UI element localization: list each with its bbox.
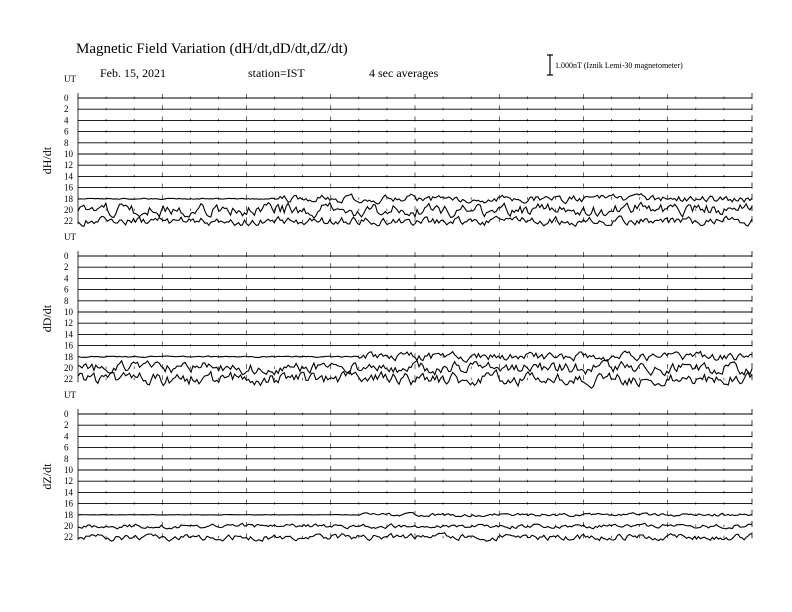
hour-label: 12 [64,160,73,171]
hour-label: 16 [64,498,73,509]
station-label: station=IST [248,66,305,80]
panel-dH-dt [40,74,752,226]
hour-label: 16 [64,182,73,193]
hour-label: 18 [64,193,73,204]
hour-label: 12 [64,476,73,487]
time-axis-label: UT [64,390,76,400]
hour-label: 4 [64,273,69,284]
hour-label: 0 [64,93,69,103]
date-label: Feb. 15, 2021 [100,66,166,80]
hour-label: 20 [64,205,73,215]
hour-label: 18 [64,351,73,362]
panel-dZ-dt [40,390,752,542]
scale-bar-label: 1.000nT (Iznik Lemi-30 magnetometer) [555,61,683,70]
chart-title: Magnetic Field Variation (dH/dt,dD/dt,dZ/dt) [76,41,348,57]
hour-label: 14 [64,329,73,340]
scale-bar [547,55,553,75]
component-label: dH/dt [40,146,54,175]
hour-label: 2 [64,262,69,273]
hour-label: 20 [64,363,73,373]
hour-label: 14 [64,171,73,182]
averaging-label: 4 sec averages [369,66,439,80]
hour-label: 0 [64,409,69,419]
hour-label: 4 [64,431,69,442]
panels [40,74,752,542]
time-axis-label: UT [64,232,76,242]
hour-label: 22 [64,532,73,543]
hour-label: 8 [64,295,69,306]
hour-label: 6 [64,126,69,137]
hour-label: 10 [64,465,73,475]
component-label: dD/dt [40,304,54,333]
hour-label: 2 [64,104,69,115]
hour-label: 8 [64,137,69,148]
component-label: dZ/dt [40,463,54,490]
panel-dD-dt [40,232,752,388]
hour-label: 10 [64,149,73,159]
hour-label: 4 [64,115,69,126]
hour-label: 16 [64,340,73,351]
hour-label: 14 [64,487,73,498]
hour-label: 18 [64,509,73,520]
hour-label: 2 [64,420,69,431]
hour-label: 22 [64,216,73,227]
hour-label: 22 [64,374,73,385]
time-axis-label: UT [64,74,76,84]
hour-label: 8 [64,453,69,464]
hour-label: 12 [64,318,73,329]
hour-label: 10 [64,307,73,317]
hour-label: 6 [64,284,69,295]
hour-label: 20 [64,521,73,531]
hour-label: 0 [64,251,69,261]
hour-label: 6 [64,442,69,453]
